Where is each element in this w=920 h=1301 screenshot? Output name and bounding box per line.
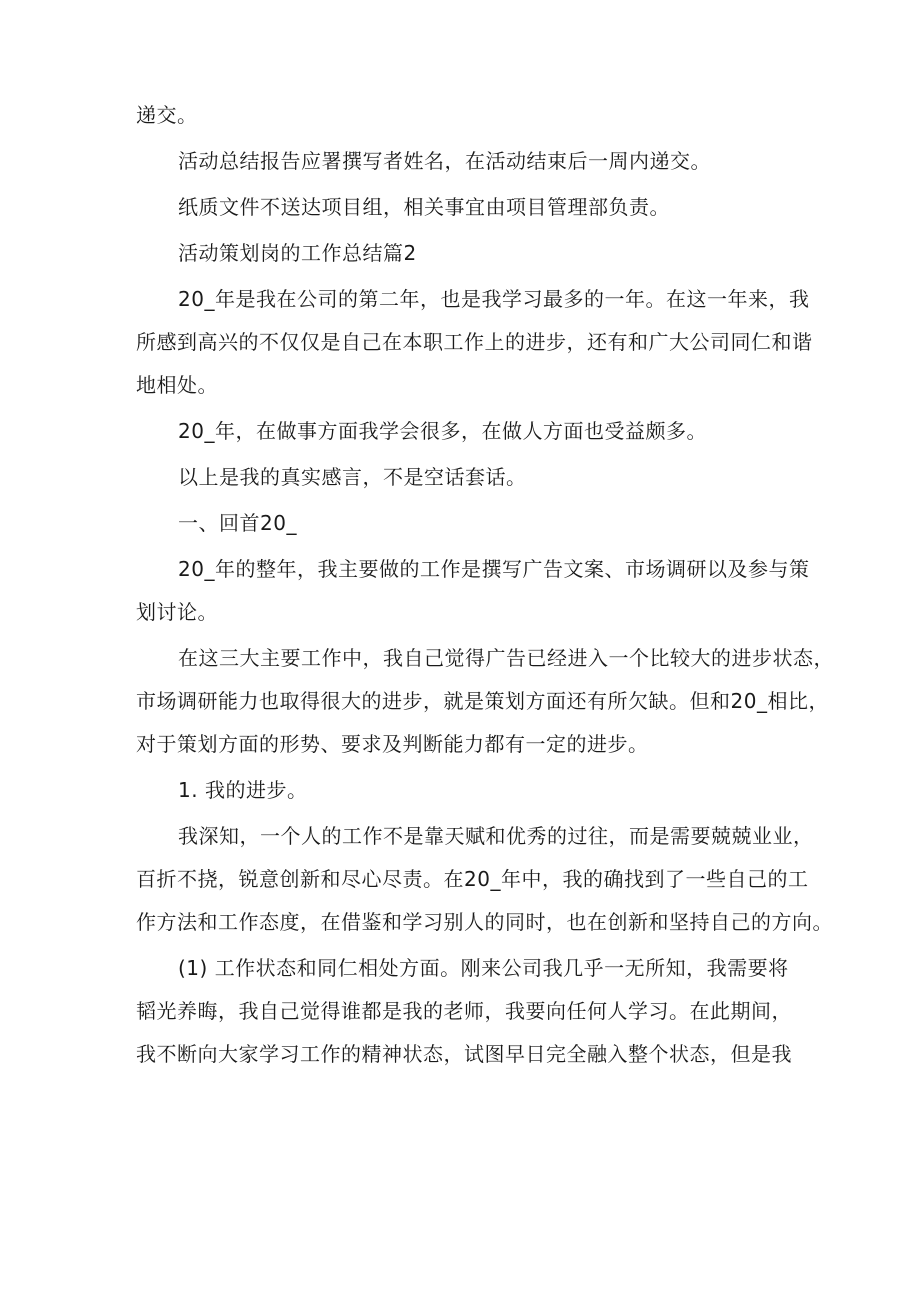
text-line: 递交。: [136, 103, 198, 127]
text-line: 市场调研能力也取得很大的进步，就是策划方面还有所欠缺。但和20_相比，: [136, 689, 829, 713]
text-line: 20_年是我在公司的第二年，也是我学习最多的一年。在这一年来，我: [178, 287, 810, 311]
section-heading: 活动策划岗的工作总结篇2: [178, 241, 417, 265]
text-line: 我不断向大家学习工作的精神状态，试图早日完全融入整个状态，但是我: [136, 1042, 792, 1066]
text-line: 对于策划方面的形势、要求及判断能力都有一定的进步。: [136, 732, 649, 756]
text-line: 我深知，一个人的工作不是靠天赋和优秀的过往，而是需要兢兢业业，: [178, 824, 814, 848]
text-line: 以上是我的真实感言，不是空话套话。: [178, 465, 527, 489]
text-line: 划讨论。: [136, 600, 218, 624]
document-body: [136, 94, 834, 1076]
text-line: 作方法和工作态度，在借鉴和学习别人的同时，也在创新和坚持自己的方向。: [136, 910, 833, 934]
text-line: 在这三大主要工作中，我自己觉得广告已经进入一个比较大的进步状态，: [178, 646, 834, 670]
text-line: 所感到高兴的不仅仅是自己在本职工作上的进步，还有和广大公司同仁和谐: [136, 330, 813, 354]
text-line: 20_年，在做事方面我学会很多，在做人方面也受益颇多。: [178, 419, 707, 443]
text-line: 纸质文件不送达项目组，相关事宜由项目管理部负责。: [178, 195, 670, 219]
text-line: 20_年的整年，我主要做的工作是撰写广告文案、市场调研以及参与策: [178, 557, 810, 581]
text-line: 地相处。: [136, 373, 218, 397]
subsection-heading: 一、回首20_: [178, 511, 297, 535]
text-line: 韬光养晦，我自己觉得谁都是我的老师，我要向任何人学习。在此期间，: [136, 999, 792, 1023]
list-heading: 1. 我的进步。: [178, 778, 308, 802]
text-line: 活动总结报告应署撰写者姓名，在活动结束后一周内递交。: [178, 149, 711, 173]
text-line: (1) 工作状态和同仁相处方面。刚来公司我几乎一无所知，我需要将: [178, 956, 789, 980]
text-line: 百折不挠，锐意创新和尽心尽责。在20_年中，我的确找到了一些自己的工: [136, 867, 809, 891]
